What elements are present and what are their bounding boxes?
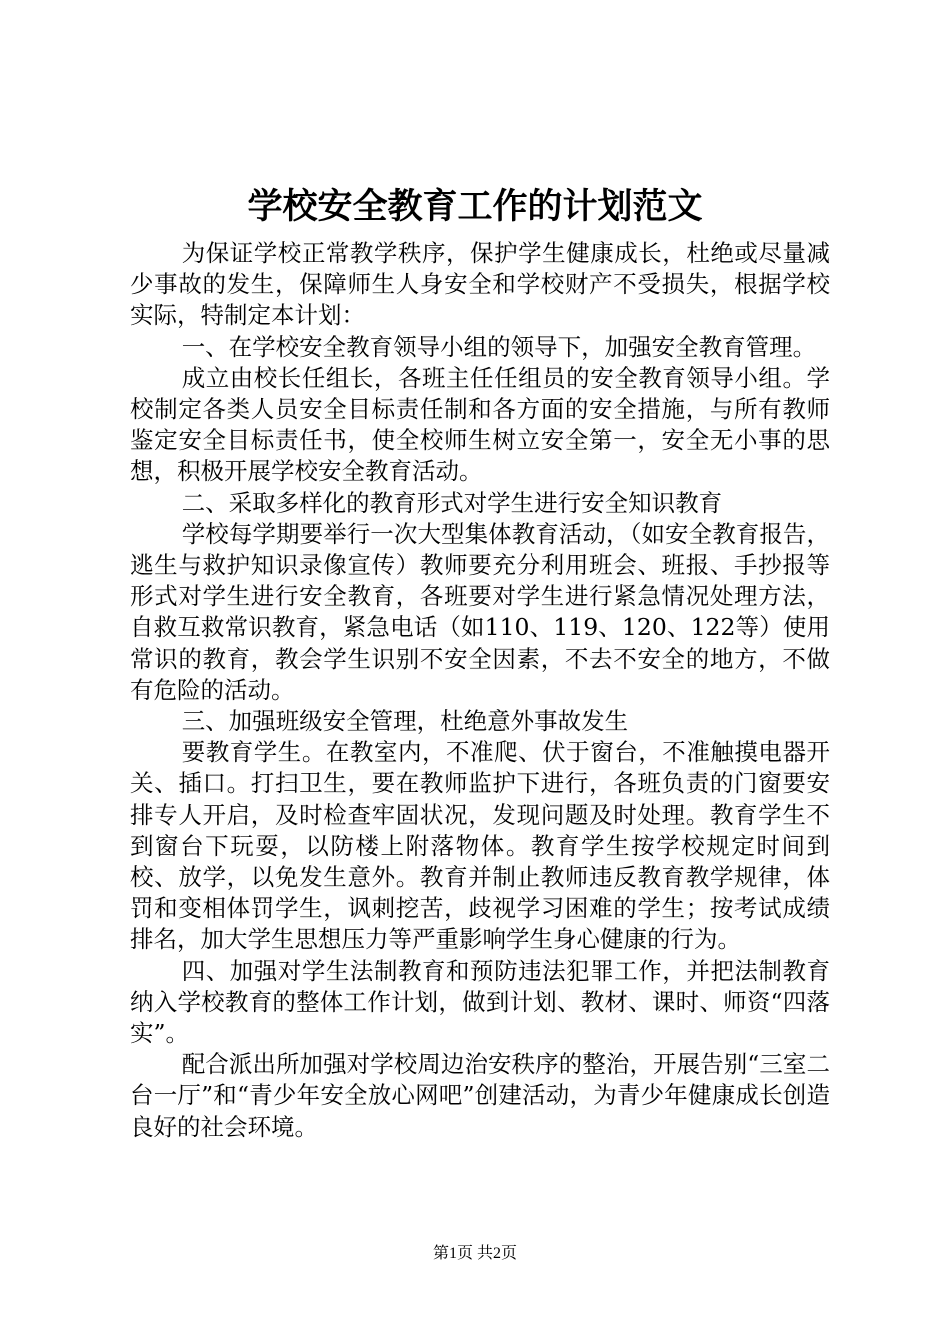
page-footer: 第1页 共2页 xyxy=(432,1245,517,1262)
section-heading-2: 二、采取多样化的教育形式对学生进行安全知识教育 xyxy=(181,488,723,517)
paragraph-education-forms: 学校每学期要举行一次大型集体教育活动，（如安全教育报告，逃生与救护知识录像宣传）教师要充分利用班会、班报、手抄报等形式对学生进行安全教育，各班要对学生进行紧急情况处理方法，自救互救常识教育，紧急电话（如110、119、120、122等）使用常识的教育，教会学生识别不安全因素，不去不安全的地方，不做有危险的活动。 xyxy=(130,519,830,704)
section-heading-1: 一、在学校安全教育领导小组的领导下，加强安全教育管理。 xyxy=(181,332,817,361)
paragraph-cooperation: 配合派出所加强对学校周边治安秩序的整治，开展告别“三室二台一厅”和“青少年安全放心网吧”创建活动，为青少年健康成长创造良好的社会环境。 xyxy=(130,1050,830,1141)
paragraph-leadership: 成立由校长任组长，各班主任任组员的安全教育领导小组。学校制定各类人员安全目标责任制和各方面的安全措施，与所有教师鉴定安全目标责任书，使全校师生树立安全第一，安全无小事的思想，积极开展学校安全教育活动。 xyxy=(130,363,830,486)
paragraph-class-management: 要教育学生。在教室内，不准爬、伏于窗台，不准触摸电器开关、插口。打扫卫生，要在教师监护下进行，各班负责的门窗要安排专人开启，及时检查牢固状况，发现问题及时处理。教育学生不到窗台下玩耍，以防楼上附落物体。教育学生按学校规定时间到校、放学，以免发生意外。教育并制止教师违反教育教学规律，体罚和变相体罚学生，讽刺挖苦，歧视学习困难的学生；按考试成绩排名，加大学生思想压力等严重影响学生身心健康的行为。 xyxy=(130,738,830,954)
section-heading-3: 三、加强班级安全管理，杜绝意外事故发生 xyxy=(181,707,629,736)
document-title: 学校安全教育工作的计划范文 xyxy=(247,186,703,227)
paragraph-legal-education: 四、加强对学生法制教育和预防违法犯罪工作，并把法制教育纳入学校教育的整体工作计划，做到计划、教材、课时、师资“四落实”。 xyxy=(130,956,830,1048)
paragraph-intro: 为保证学校正常教学秩序，保护学生健康成长，杜绝或尽量减少事故的发生，保障师生人身安全和学校财产不受损失，根据学校实际，特制定本计划： xyxy=(130,239,830,330)
document-body xyxy=(130,238,830,1143)
